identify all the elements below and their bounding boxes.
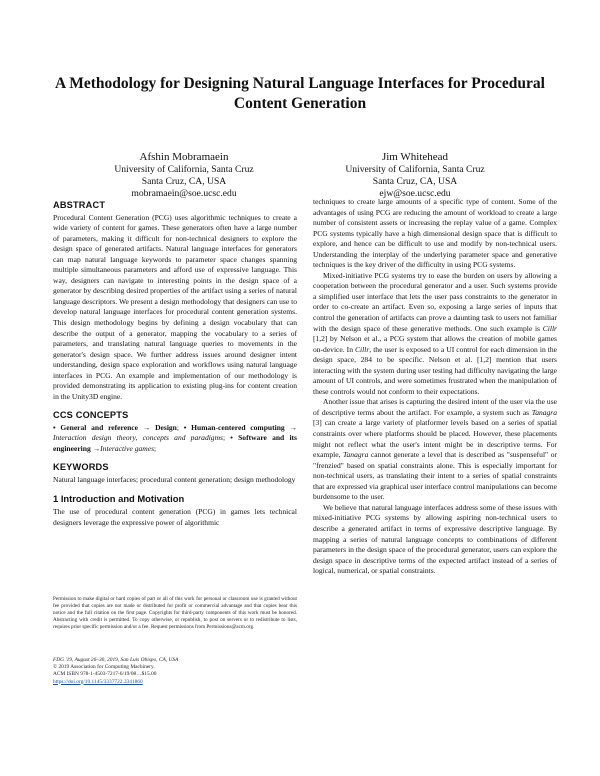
author-location: Santa Cruz, CA, USA [372,176,458,188]
keywords-heading: KEYWORDS [53,462,109,473]
author-block-1 [64,150,304,201]
intro-paragraph-1: techniques to create large amounts of a specific type of content. Some of the advantages of using PCG are reducing the amount of workload to create a large number of consistent assets or increasing the replay value of a game. Complex PCG systems typically have a high dimensional design space that is difficult to explore, and hence can be difficult to use and modify by non-technical users. Understanding the interplay of the underlying parameter space and generative techniques is the key driver of the difficulty in using PCG systems. [313,197,557,270]
left-column [53,200,297,528]
author-email: mobramaein@soe.ucsc.edu [131,188,237,200]
intro-paragraph-4: We believe that natural language interfaces address some of these issues with mixed-initiative PCG systems by allowing aspiring non-technical users to describe a generated artifact in terms of expressive descriptive language. By mapping a series of natural language concepts to combinations of different parameters in the design space of the procedural generator, users can explore the design space in descriptive terms of the expected artifact instead of a series of logical, numerical, or spatial constraints. [313,502,557,576]
intro-paragraph-3: Another issue that arises is capturing the desired intent of the user via the use of descriptive terms about the artifact. For example, a system such as Tanagra [3] can create a large variety of platformer levels based on a series of spatial constraints over where platforms should be placed. However, these placements might not reflect what the user's intent might be in descriptive terms. For example, Tanagra cannot generate a level that is described as "suspenseful" or "frenzied" based on spatial constraints alone. This is especially important for non-technical users, as translating their intent to a series of spatial constraints that are expressed via graphical user interface control manipulations can become burdensome to the user. [313,397,557,502]
publication-info [53,657,297,686]
copyright-line: © 2019 Association for Computing Machinery. [53,664,155,671]
intro-paragraph-2: Mixed-initiative PCG systems try to ease the burden on users by allowing a cooperation between the procedural generator and a user. Such systems provide a simplified user interface that lets the user pass constraints to the generator in order to co-create an artifact. Even so, exposing a large series of inputs that control the generation of artifacts can prove a daunting task to users not familiar with the design space of these generative methods. One such example is Cillr [1,2] by Nelson et al., a PCG system that allows the creation of mobile games on-device. In Cillr, the user is exposed to a UI control for each dimension in the design space, 284 to be specific. Nelson et al. [1,2] mention that users interacting with the system during user testing had difficulty navigating the large amount of UI controls, and were sometimes frustrated when the manipulation of these controls would not conform to their expectations. [313,270,557,396]
right-column [313,197,557,577]
paper-title: A Methodology for Designing Natural Language Interfaces for Procedural Content Generation [55,75,545,112]
author-affiliation: University of California, Santa Cruz [114,164,254,175]
abstract-text: Procedural Content Generation (PCG) uses algorithmic techniques to create a wide variety of content for games. These generators often have a large number of parameters, making it difficult for non-technical designers to explore the design space of generated artifacts. Natural language interfaces for generators can map natural language keywords to parameter space changes spanning multiple simultaneous parameters and afford use of expressive language. This way, designers can navigate to interesting points in the design space of a generator by describing desired properties of the artifact using a series of natural language descriptors. We present a design methodology that designers can use to develop natural language interfaces for procedural content generation systems. This design methodology begins by defining a design vocabulary that can describe the output of a generator, mapping the vocabulary to a series of parameters, and translating natural language queries to movements in the generator's design space. We further address issues around designer intent understanding, design space exploration and workflows using natural language interfaces in PCG. An example and implementation of our methodology is provided demonstrating its application to existing plug-ins for content creation in the Unity3D engine. [53,212,297,401]
abstract-heading: ABSTRACT [53,200,106,210]
author-affiliation: University of California, Santa Cruz [345,164,485,175]
isbn-line: ACM ISBN 978-1-4503-7217-6/19/08…$15.00 [53,671,157,678]
section-1-text: The use of procedural content generation (PCG) in games lets technical designers leverage the expressive power of algorithmic [53,507,297,527]
ccs-concepts: • General and reference → Design; • Human-centered computing → Interaction design theory, concepts and paradigms; • Software and its engineering →Interactive games; [53,422,298,453]
author-email: ejw@soe.ucsc.edu [379,188,451,200]
author-name: Afshin Mobramaein [139,151,229,163]
ccs-heading: CCS CONCEPTS [53,410,129,421]
venue-line: FDG '19, August 26–30, 2019, San Luis Obispo, CA, USA [53,657,179,663]
section-1-heading: 1 Introduction and Motivation [53,492,185,504]
author-location: Santa Cruz, CA, USA [141,176,227,188]
author-block-2 [295,150,535,201]
permissions-footnote: Permission to make digital or hard copies of part or all of this work for personal or classroom use is granted without fee provided that copies are not made or distributed for profit or commercial advantage and that copies bear this notice and the full citation on the first page. Copyrights for third-party components of this work must be honored. Abstracting with credit is permitted. To copy otherwise, or republish, to post on servers or to redistribute to lists, requires prior specific permission and/or a fee. Request permissions from Permissions@acm.org. [53,596,297,631]
keywords-text: Natural language interfaces; procedural content generation; design methodology [53,474,296,484]
doi-link[interactable]: https://doi.org/10.1145/3337722.3341860 [53,678,143,685]
author-name: Jim Whitehead [381,151,449,163]
